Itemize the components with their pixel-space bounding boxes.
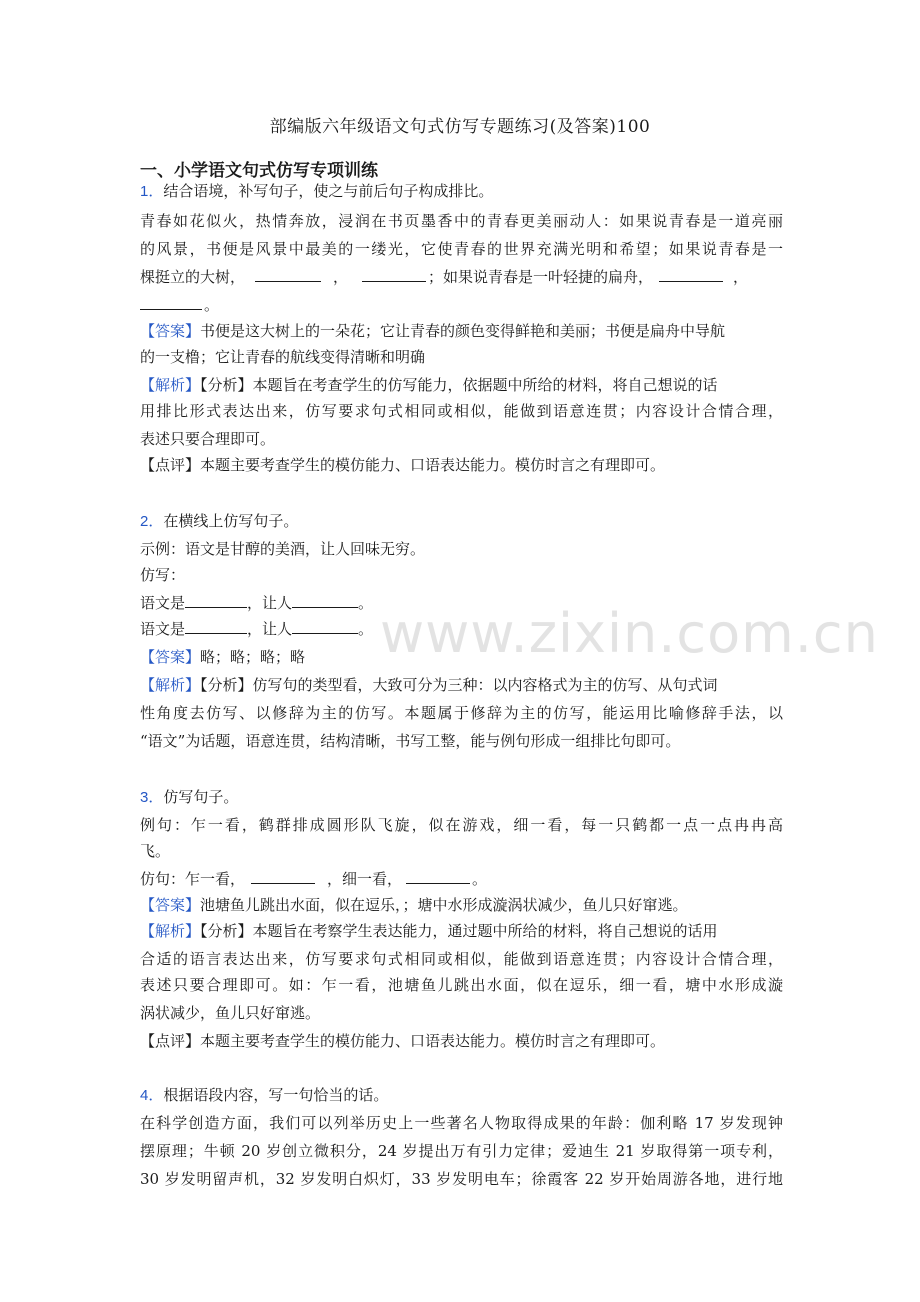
analysis-text: 【分析】本题旨在考查学生的仿写能力，依据题中所给的材料，将自己想说的话 xyxy=(200,376,718,394)
q2-analysis-cont: 性角度去仿写、以修辞为主的仿写。本题属于修辞为主的仿写，能运用比喻修辞手法，以 xyxy=(140,704,783,722)
prompt-text: 仿写句子。 xyxy=(163,788,239,806)
passage-text: 。 xyxy=(204,296,220,314)
q1-passage-line: 青春如花似火，热情奔放，浸润在书页墨香中的青春更美丽动人：如果说青春是一道亮丽 xyxy=(140,212,783,230)
q3-answer xyxy=(140,892,783,918)
watermark: www.zixin.com.cn xyxy=(380,602,879,665)
passage-text: ， xyxy=(333,268,349,286)
answer-tag: 【答案】 xyxy=(140,896,201,914)
analysis-text: 【分析】仿写句的类型看，大致可分为三种：以内容格式为主的仿写、从句式词 xyxy=(200,676,718,694)
fill-text: ，让人 xyxy=(247,620,293,638)
passage-text: ；如果说青春是一叶轻捷的扁舟， xyxy=(428,268,654,286)
document-title: 部编版六年级语文句式仿写专题练习(及答案)100 xyxy=(269,117,651,137)
fill-text: 语文是 xyxy=(140,594,186,612)
fill-text: 。 xyxy=(472,870,488,888)
answer-blank xyxy=(255,265,321,282)
answer-text: 书便是这大树上的一朵花；它让青春的颜色变得鲜艳和美丽；书便是扁舟中导航 xyxy=(200,322,726,340)
question-number: 1． xyxy=(140,183,164,200)
answer-blank xyxy=(140,293,202,310)
fill-text: ，让人 xyxy=(247,594,293,612)
prompt-text: 根据语段内容，写一句恰当的话。 xyxy=(163,1086,389,1104)
analysis-tag: 【解析】 xyxy=(140,922,201,940)
q3-analysis-cont: 涡状减少，鱼儿只好窜逃。 xyxy=(140,1004,321,1022)
q2-example: 示例：语文是甘醇的美酒，让人回味无穷。 xyxy=(140,540,426,558)
q1-answer xyxy=(140,318,783,344)
analysis-tag: 【解析】 xyxy=(140,376,201,394)
q3-analysis-cont: 表述只要合理即可。如：乍一看，池塘鱼儿跳出水面，似在逗乐，细一看，塘中水形成漩 xyxy=(140,976,783,994)
answer-blank xyxy=(362,265,426,282)
section-heading: 一、小学语文句式仿写专项训练 xyxy=(140,161,378,181)
answer-text: 略；略；略；略 xyxy=(200,648,306,666)
question-number: 2． xyxy=(140,513,164,530)
q1-passage-line: 的风景，书便是风景中最美的一缕光，它使青春的世界充满光明和希望；如果说青春是一 xyxy=(140,240,783,258)
q3-imitate-line xyxy=(140,866,783,892)
q1-passage-line xyxy=(140,292,783,318)
fill-text: 语文是 xyxy=(140,620,186,638)
answer-text: 池塘鱼儿跳出水面，似在逗乐，；塘中水形成漩涡状减少，鱼儿只好窜逃。 xyxy=(200,896,688,914)
q2-imitate-label: 仿写： xyxy=(140,566,186,584)
answer-blank xyxy=(406,867,470,884)
passage-text: ， xyxy=(733,268,749,286)
fill-text: ，细一看， xyxy=(327,870,403,888)
q3-analysis xyxy=(140,918,783,944)
q4-passage-line: 30 岁发明留声机，32 岁发明白炽灯，33 岁发明电车；徐霞客 22 岁开始周游各地，进行地 xyxy=(140,1170,783,1188)
answer-blank xyxy=(185,591,247,608)
q1-analysis-cont: 表述只要合理即可。 xyxy=(140,430,276,448)
q2-analysis xyxy=(140,672,783,698)
answer-blank xyxy=(251,867,315,884)
answer-blank xyxy=(292,591,358,608)
q2-fill-line xyxy=(140,616,783,642)
q1-analysis-cont: 用排比形式表达出来，仿写要求句式相同或相似，能做到语意连贯；内容设计合情合理， xyxy=(140,402,783,420)
question-number: 4． xyxy=(140,1087,164,1104)
answer-blank xyxy=(185,617,247,634)
q3-analysis-cont: 合适的语言表达出来，仿写要求句式相同或相似，能做到语意连贯；内容设计合情合理， xyxy=(140,950,783,968)
fill-text: 仿句：乍一看， xyxy=(140,870,246,888)
answer-blank xyxy=(659,265,723,282)
q1-comment: 【点评】本题主要考查学生的模仿能力、口语表达能力。模仿时言之有理即可。 xyxy=(140,456,666,474)
q1-answer-cont: 的一支橹；它让青春的航线变得清晰和明确 xyxy=(140,348,426,366)
q2-analysis-cont: “语文”为话题，语意连贯，结构清晰，书写工整，能与例句形成一组排比句即可。 xyxy=(140,732,681,750)
q3-example-cont: 飞。 xyxy=(140,842,171,860)
q4-passage-line: 摆原理；牛顿 20 岁创立微积分，24 岁提出万有引力定律；爱迪生 21 岁取得第一项专利， xyxy=(140,1142,783,1160)
answer-tag: 【答案】 xyxy=(140,322,201,340)
analysis-text: 【分析】本题旨在考察学生表达能力，通过题中所给的材料，将自己想说的话用 xyxy=(200,922,718,940)
prompt-text: 在横线上仿写句子。 xyxy=(163,512,299,530)
fill-text: 。 xyxy=(358,594,374,612)
answer-tag: 【答案】 xyxy=(140,648,201,666)
question-1-prompt xyxy=(140,178,783,205)
question-4-prompt xyxy=(140,1082,783,1109)
q1-analysis xyxy=(140,372,783,398)
q1-passage-line xyxy=(140,264,783,290)
prompt-text: 结合语境，补写句子，使之与前后句子构成排比。 xyxy=(163,182,494,200)
analysis-tag: 【解析】 xyxy=(140,676,201,694)
passage-text: 棵挺立的大树， xyxy=(140,268,246,286)
question-2-prompt xyxy=(140,508,783,535)
fill-text: 。 xyxy=(358,620,374,638)
q2-fill-line xyxy=(140,590,783,616)
answer-blank xyxy=(292,617,358,634)
question-3-prompt xyxy=(140,784,783,811)
q4-passage-line: 在科学创造方面，我们可以列举历史上一些著名人物取得成果的年龄：伽利略 17 岁发现钟 xyxy=(140,1114,783,1132)
question-number: 3． xyxy=(140,789,164,806)
q3-comment: 【点评】本题主要考查学生的模仿能力、口语表达能力。模仿时言之有理即可。 xyxy=(140,1032,666,1050)
q3-example: 例句：乍一看，鹤群排成圆形队飞旋，似在游戏，细一看，每一只鹤都一点一点冉冉高 xyxy=(140,816,783,834)
q2-answer xyxy=(140,644,783,670)
